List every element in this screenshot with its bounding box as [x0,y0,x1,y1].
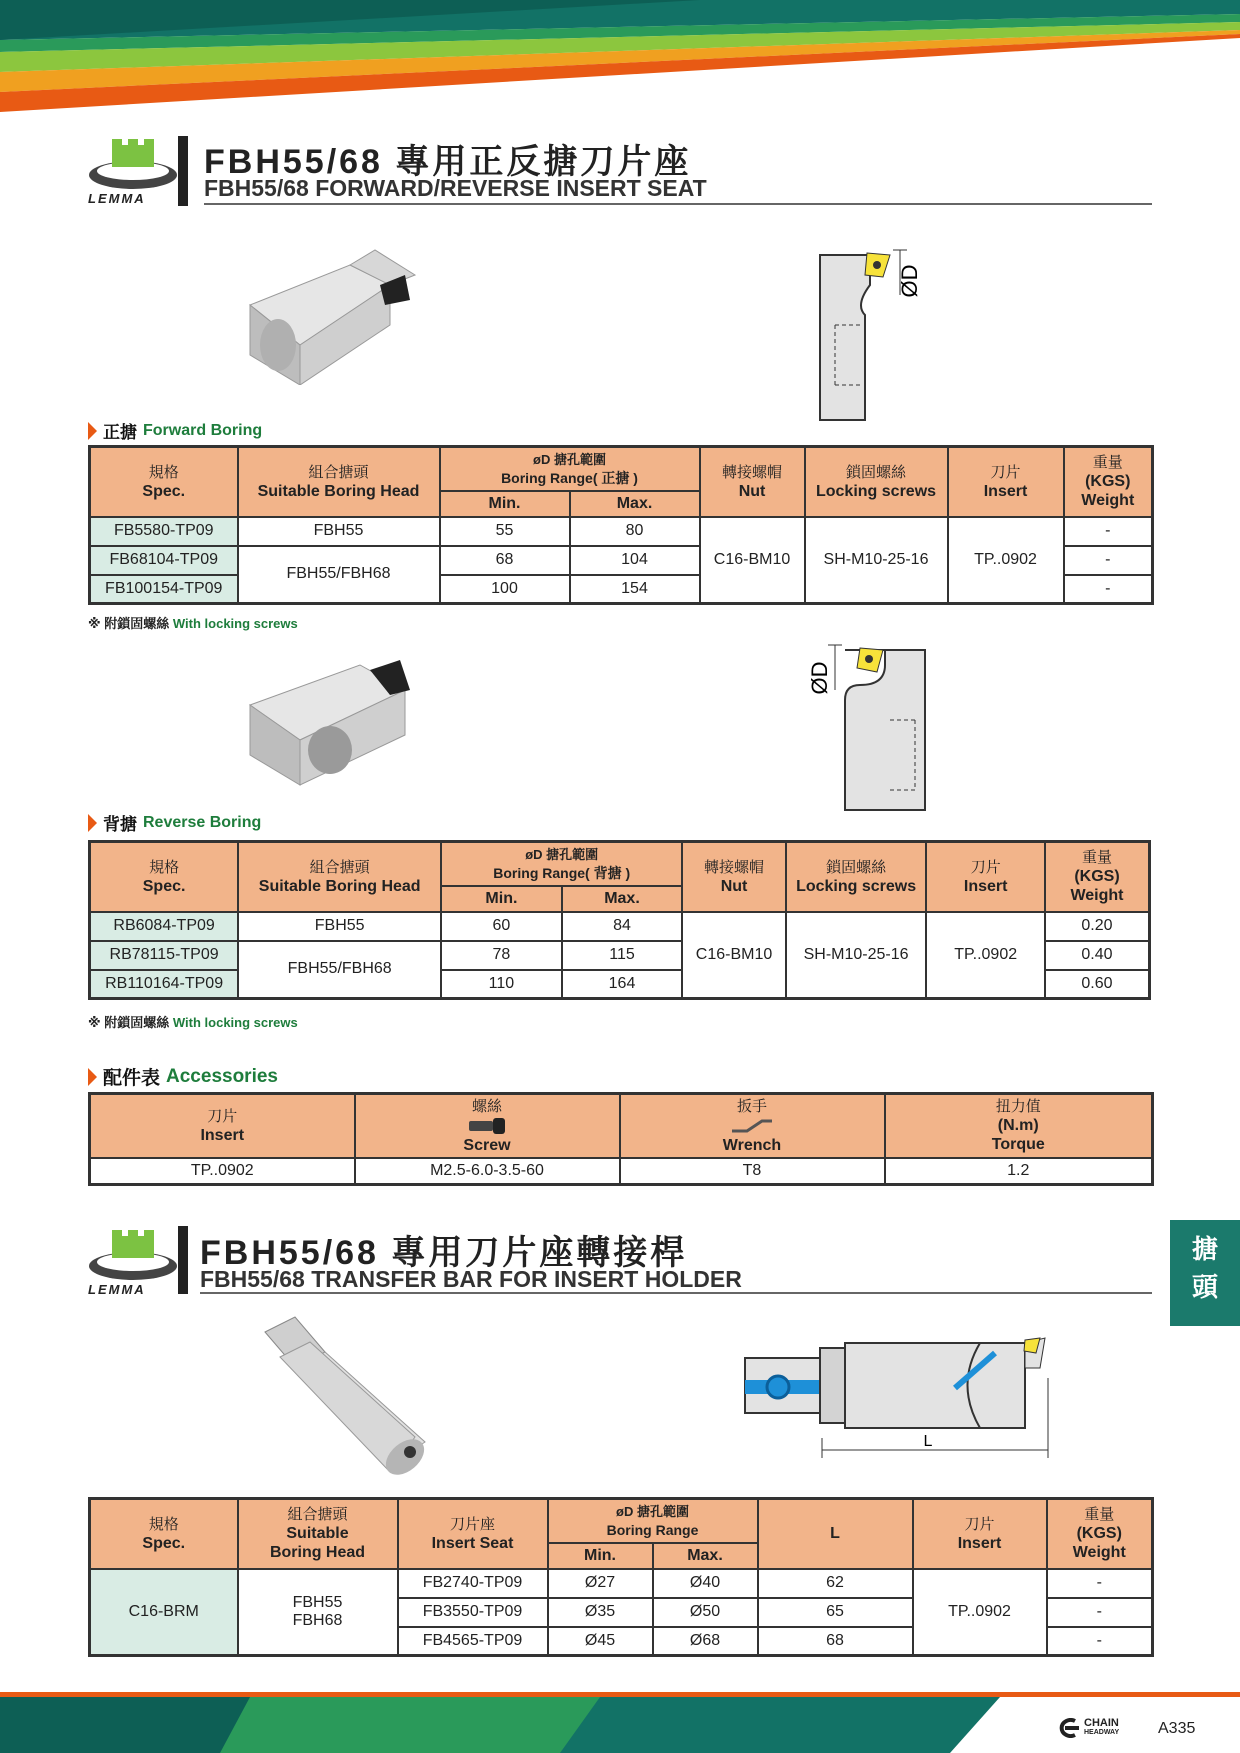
max-cell: Ø68 [653,1627,758,1656]
transfer-header-min: Min. [548,1543,653,1569]
weight-cell: - [1047,1627,1153,1656]
max-cell: 154 [570,575,700,604]
accessories-subhead-en: Accessories [166,1065,278,1087]
weight-cell: - [1047,1598,1153,1627]
forward-header-max: Max. [570,491,700,517]
table-row [90,517,1153,546]
lemma-logo-text-2: LEMMA [88,1282,146,1297]
min-cell: 110 [441,970,562,999]
min-cell: 78 [441,941,562,970]
reverse-subhead-zh: 背搪 [103,815,137,834]
weight-cell: 0.20 [1045,912,1150,941]
max-cell: Ø40 [653,1569,758,1598]
forward-subhead-zh: 正搪 [103,423,137,442]
seat-cell: FB2740-TP09 [398,1569,548,1598]
nut-cell: C16-BM10 [682,912,785,999]
min-cell: Ø35 [548,1598,653,1627]
forward-subhead [88,418,262,443]
head-cell: FBH55 FBH68 [238,1569,398,1656]
transfer-header-spec: 規格 Spec. [90,1499,238,1569]
min-cell: Ø45 [548,1627,653,1656]
max-cell: 84 [562,912,683,941]
head-cell: FBH55/FBH68 [238,941,441,999]
side-tab-char-1: 搪 [1191,1234,1218,1264]
footer-band [0,1692,1240,1753]
table-row [90,912,1150,941]
insert-cell: TP..0902 [948,517,1064,604]
transfer-header-seat: 刀片座 Insert Seat [398,1499,548,1569]
reverse-header-min: Min. [441,886,562,912]
seat-cell: FB3550-TP09 [398,1598,548,1627]
head-cell: FBH55/FBH68 [238,546,440,604]
reverse-header-insert: 刀片 Insert [926,842,1045,912]
screw-cell: SH-M10-25-16 [786,912,927,999]
forward-header-range: øD 搪孔範圍 Boring Range( 正搪 ) [440,447,700,491]
section-bar [178,1226,188,1294]
reverse-header-max: Max. [562,886,683,912]
insert-cell: TP..0902 [926,912,1045,999]
acc-wrench-cell: T8 [620,1158,885,1185]
accessories-table [88,1092,1154,1186]
min-cell: 68 [440,546,570,575]
spec-cell: RB78115-TP09 [90,941,239,970]
min-cell: 55 [440,517,570,546]
insert-cell: TP..0902 [913,1569,1047,1656]
reverse-header-spec: 規格 Spec. [90,842,239,912]
acc-insert-cell: TP..0902 [90,1158,355,1185]
nut-cell: C16-BM10 [700,517,805,604]
forward-header-min: Min. [440,491,570,517]
forward-header-head: 組合搪頭 Suitable Boring Head [238,447,440,517]
reverse-header-range: øD 搪孔範圍 Boring Range( 背搪 ) [441,842,682,886]
wrench-icon [727,1116,777,1136]
page-number: A335 [1158,1720,1196,1737]
reverse-header-screw: 鎖固螺絲 Locking screws [786,842,927,912]
lemma-logo-text: LEMMA [88,191,146,206]
forward-header-spec: 規格 Spec. [90,447,238,517]
footer-logo-text: CHAIN [1084,1717,1119,1729]
acc-screw-cell: M2.5-6.0-3.5-60 [355,1158,620,1185]
spec-cell: RB110164-TP09 [90,970,239,999]
side-tab-char-2: 頭 [1191,1272,1218,1302]
transfer-bar-diagram [740,1318,1055,1478]
header-band [0,0,1240,120]
transfer-header-max: Max. [653,1543,758,1569]
forward-header-nut: 轉接螺帽 Nut [700,447,805,517]
acc-header-wrench: 扳手 Wrench [620,1094,885,1158]
max-cell: 164 [562,970,683,999]
reverse-header-head: 組合搪頭 Suitable Boring Head [238,842,441,912]
transfer-bar-photo [255,1312,445,1482]
reverse-diameter-label: ØD [807,661,832,695]
min-cell: Ø27 [548,1569,653,1598]
transfer-header-l: L [758,1499,913,1569]
min-cell: 100 [440,575,570,604]
weight-cell: - [1064,517,1153,546]
spec-cell: C16-BRM [90,1569,238,1656]
transfer-header-range: øD 搪孔範圍 Boring Range [548,1499,758,1543]
accessories-subhead [88,1063,278,1090]
head-cell: FBH55 [238,517,440,546]
table-row [90,1158,1153,1185]
forward-note-zh: ※ 附鎖固螺絲 [88,616,170,631]
transfer-header-weight: 重量 (KGS) Weight [1047,1499,1153,1569]
reverse-header-nut: 轉接螺帽 Nut [682,842,785,912]
min-cell: 60 [441,912,562,941]
spec-cell: FB100154-TP09 [90,575,238,604]
subhead-triangle-icon [88,814,97,832]
reverse-boring-table [88,840,1151,1000]
spec-cell: RB6084-TP09 [90,912,239,941]
section1-title-en: FBH55/68 FORWARD/REVERSE INSERT SEAT [204,175,707,201]
screw-cell: SH-M10-25-16 [805,517,948,604]
transfer-header-head: 組合搪頭 Suitable Boring Head [238,1499,398,1569]
acc-torque-cell: 1.2 [885,1158,1153,1185]
seat-cell: FB4565-TP09 [398,1627,548,1656]
head-cell: FBH55 [238,912,441,941]
table-row [90,1569,1153,1598]
reverse-boring-diagram [805,640,945,820]
weight-cell: 0.60 [1045,970,1150,999]
reverse-subhead [88,810,261,835]
reverse-insert-seat-photo [240,650,420,790]
transfer-bar-table [88,1497,1154,1657]
forward-subhead-en: Forward Boring [143,421,263,439]
max-cell: 80 [570,517,700,546]
acc-header-torque: 扭力值 (N.m) Torque [885,1094,1153,1158]
reverse-header-weight: 重量 (KGS) Weight [1045,842,1150,912]
forward-diameter-label: ØD [897,264,922,298]
subhead-triangle-icon [88,422,97,440]
l-cell: 68 [758,1627,913,1656]
forward-boring-table [88,445,1154,605]
forward-header-insert: 刀片 Insert [948,447,1064,517]
transfer-length-label: L [923,1433,933,1450]
weight-cell: - [1047,1569,1153,1598]
reverse-subhead-en: Reverse Boring [143,813,262,831]
reverse-note-zh: ※ 附鎖固螺絲 [88,1015,170,1030]
section2-title-zh: FBH55/68 專用刀片座轉接桿 [200,1234,688,1272]
forward-header-screw: 鎖固螺絲 Locking screws [805,447,948,517]
spec-cell: FB5580-TP09 [90,517,238,546]
transfer-header-insert: 刀片 Insert [913,1499,1047,1569]
side-tab [1170,1220,1240,1326]
max-cell: Ø50 [653,1598,758,1627]
section1-rule [204,203,1152,205]
max-cell: 115 [562,941,683,970]
accessories-subhead-zh: 配件表 [103,1068,161,1089]
forward-note-en: With locking screws [172,616,298,631]
acc-header-insert: 刀片 Insert [90,1094,355,1158]
weight-cell: - [1064,575,1153,604]
forward-note [88,613,298,632]
acc-header-screw: 螺絲 Screw [355,1094,620,1158]
screw-icon [467,1116,507,1136]
l-cell: 62 [758,1569,913,1598]
section-bar [178,136,188,206]
section1-title-zh: FBH55/68 專用正反搪刀片座 [204,143,692,181]
weight-cell: - [1064,546,1153,575]
chain-headway-logo-icon [1055,1718,1081,1738]
footer-logo-sub: HEADWAY [1084,1729,1120,1736]
section2-rule [200,1292,1152,1294]
footer-logo [1055,1718,1119,1738]
weight-cell: 0.40 [1045,941,1150,970]
subhead-triangle-icon [88,1068,97,1086]
spec-cell: FB68104-TP09 [90,546,238,575]
section2-title-en: FBH55/68 TRANSFER BAR FOR INSERT HOLDER [200,1266,742,1292]
forward-insert-seat-photo [240,245,420,385]
reverse-note-en: With locking screws [172,1015,298,1030]
reverse-note [88,1012,298,1031]
max-cell: 104 [570,546,700,575]
l-cell: 65 [758,1598,913,1627]
forward-boring-diagram [805,245,945,425]
forward-header-weight: 重量 (KGS) Weight [1064,447,1153,517]
